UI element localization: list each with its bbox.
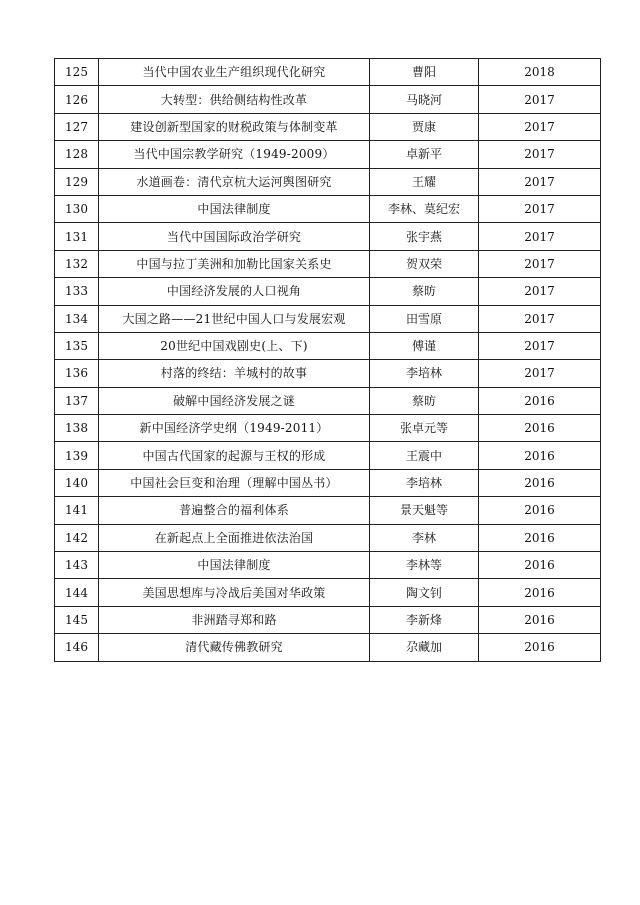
row-number-text: 131 (65, 229, 88, 244)
book-title-text: 中国法律制度 (197, 202, 271, 217)
book-title-text: 建设创新型国家的财税政策与体制变革 (130, 119, 338, 134)
year-text: 2016 (524, 476, 555, 491)
row-number-text: 142 (65, 530, 88, 545)
table-row (55, 387, 601, 414)
year-text: 2017 (524, 256, 555, 271)
year-text: 2016 (524, 530, 555, 545)
book-title-text: 中国社会巨变和治理（理解中国丛书） (130, 476, 338, 491)
row-number-cell (55, 415, 99, 442)
author-cell (370, 168, 479, 195)
book-title-text: 破解中国经济发展之谜 (172, 393, 295, 408)
table-row (55, 497, 601, 524)
year-text: 2017 (524, 339, 555, 354)
row-number-cell (55, 442, 99, 469)
author-cell (370, 59, 479, 86)
book-title-text: 当代中国宗教学研究（1949-2009） (133, 147, 335, 162)
row-number-cell (55, 223, 99, 250)
year-text: 2017 (524, 202, 555, 217)
author-text: 李林 (411, 530, 436, 545)
author-text: 贺双荣 (405, 256, 442, 271)
row-number-text: 132 (65, 256, 88, 271)
book-title-text: 非洲踏寻郑和路 (191, 613, 277, 627)
row-number-text: 128 (65, 147, 88, 162)
table-row (55, 469, 601, 496)
row-number-cell (55, 195, 99, 222)
book-title-cell (99, 113, 370, 140)
author-text: 尕藏加 (405, 640, 442, 655)
year-text: 2016 (524, 421, 555, 436)
year-text: 2018 (524, 65, 555, 80)
row-number-text: 126 (65, 92, 88, 107)
author-text: 景天魁等 (399, 503, 448, 518)
book-title-cell (99, 195, 370, 222)
year-text: 2017 (524, 229, 555, 244)
row-number-cell (55, 579, 99, 606)
row-number-cell (55, 634, 99, 661)
year-cell (479, 278, 601, 305)
table-row (55, 442, 601, 469)
book-title-cell (99, 360, 370, 387)
book-title-text: 中国经济发展的人口视角 (166, 284, 302, 299)
row-number-text: 127 (65, 119, 88, 134)
year-cell (479, 415, 601, 442)
book-title-cell (99, 634, 370, 661)
book-title-cell (99, 278, 370, 305)
author-text: 卓新平 (405, 147, 442, 162)
book-title-text: 在新起点上全面推进依法治国 (154, 530, 314, 545)
author-cell (370, 606, 479, 633)
year-cell (479, 305, 601, 332)
year-text: 2017 (524, 284, 555, 299)
author-text: 李新烽 (405, 613, 442, 627)
author-cell (370, 86, 479, 113)
row-number-text: 146 (65, 640, 88, 655)
author-text: 李林、莫纪宏 (387, 202, 460, 217)
table-row (55, 141, 601, 168)
row-number-text: 145 (65, 613, 88, 627)
author-text: 曹阳 (411, 65, 436, 80)
row-number-text: 130 (65, 202, 88, 217)
table-row (55, 113, 601, 140)
author-cell (370, 250, 479, 277)
book-title-text: 美国思想库与冷战后美国对华政策 (142, 585, 326, 600)
year-text: 2017 (524, 366, 555, 381)
book-title-text: 大转型：供给侧结构性改革 (160, 92, 308, 107)
book-title-text: 当代中国国际政治学研究 (166, 229, 302, 244)
author-text: 张卓元等 (399, 421, 448, 436)
row-number-cell (55, 113, 99, 140)
row-number-text: 136 (65, 366, 88, 381)
book-title-cell (99, 387, 370, 414)
table-row (55, 305, 601, 332)
author-text: 王耀 (411, 174, 436, 189)
author-cell (370, 195, 479, 222)
author-cell (370, 278, 479, 305)
row-number-text: 143 (65, 558, 88, 573)
row-number-cell (55, 250, 99, 277)
book-title-cell (99, 497, 370, 524)
book-title-text: 大国之路——21世纪中国人口与发展宏观 (122, 311, 346, 326)
book-title-text: 清代藏传佛教研究 (185, 640, 283, 655)
year-text: 2016 (524, 448, 555, 463)
table-row (55, 634, 601, 661)
book-title-text: 新中国经济学史纲（1949-2011） (139, 421, 329, 436)
year-cell (479, 250, 601, 277)
year-cell (479, 113, 601, 140)
year-text: 2016 (524, 558, 555, 573)
year-cell (479, 141, 601, 168)
author-text: 李培林 (405, 366, 442, 381)
author-text: 王震中 (405, 448, 442, 463)
book-title-cell (99, 86, 370, 113)
book-title-cell (99, 415, 370, 442)
author-cell (370, 360, 479, 387)
author-text: 贾康 (411, 119, 436, 134)
book-list-table (54, 58, 601, 662)
row-number-cell (55, 278, 99, 305)
table-body (55, 59, 601, 662)
table-row (55, 86, 601, 113)
row-number-text: 129 (65, 174, 88, 189)
year-cell (479, 469, 601, 496)
author-cell (370, 415, 479, 442)
book-title-text: 普遍整合的福利体系 (179, 503, 289, 518)
row-number-cell (55, 606, 99, 633)
row-number-text: 141 (65, 503, 88, 518)
table-row (55, 524, 601, 551)
row-number-cell (55, 524, 99, 551)
book-title-text: 村落的终结：羊城村的故事 (160, 366, 308, 381)
row-number-cell (55, 469, 99, 496)
year-cell (479, 360, 601, 387)
author-cell (370, 387, 479, 414)
author-cell (370, 579, 479, 606)
author-cell (370, 113, 479, 140)
book-title-cell (99, 442, 370, 469)
year-cell (479, 552, 601, 579)
year-cell (479, 332, 601, 359)
table-row (55, 250, 601, 277)
year-text: 2017 (524, 311, 555, 326)
author-text: 傅谨 (411, 339, 436, 354)
year-cell (479, 59, 601, 86)
row-number-cell (55, 168, 99, 195)
year-cell (479, 524, 601, 551)
year-text: 2016 (524, 613, 555, 627)
row-number-text: 134 (65, 311, 88, 326)
book-title-cell (99, 606, 370, 633)
row-number-cell (55, 305, 99, 332)
table-row (55, 415, 601, 442)
row-number-text: 140 (65, 476, 88, 491)
author-cell (370, 634, 479, 661)
book-title-cell (99, 469, 370, 496)
book-title-cell (99, 305, 370, 332)
author-cell (370, 442, 479, 469)
row-number-cell (55, 360, 99, 387)
year-cell (479, 606, 601, 633)
row-number-cell (55, 552, 99, 579)
year-text: 2016 (524, 640, 555, 655)
year-text: 2016 (524, 585, 555, 600)
book-title-cell (99, 250, 370, 277)
book-title-cell (99, 59, 370, 86)
table-row (55, 168, 601, 195)
year-cell (479, 497, 601, 524)
table-row (55, 223, 601, 250)
table-row (55, 552, 601, 579)
row-number-cell (55, 387, 99, 414)
year-cell (479, 579, 601, 606)
book-title-text: 水道画卷：清代京杭大运河舆图研究 (136, 174, 332, 189)
book-title-cell (99, 223, 370, 250)
year-cell (479, 634, 601, 661)
book-title-text: 中国与拉丁美洲和加勒比国家关系史 (136, 256, 332, 271)
table-row (55, 606, 601, 633)
row-number-text: 144 (65, 585, 88, 600)
row-number-text: 133 (65, 284, 88, 299)
author-text: 马晓河 (405, 92, 442, 107)
year-text: 2017 (524, 92, 555, 107)
row-number-text: 139 (65, 448, 88, 463)
book-title-text: 20世纪中国戏剧史(上、下) (160, 339, 308, 354)
book-title-cell (99, 552, 370, 579)
book-title-text: 当代中国农业生产组织现代化研究 (142, 65, 326, 80)
table-row (55, 59, 601, 86)
row-number-text: 138 (65, 421, 88, 436)
author-cell (370, 305, 479, 332)
year-cell (479, 387, 601, 414)
year-cell (479, 195, 601, 222)
year-text: 2017 (524, 147, 555, 162)
author-text: 田雪原 (405, 311, 442, 326)
year-text: 2017 (524, 174, 555, 189)
author-cell (370, 469, 479, 496)
row-number-cell (55, 332, 99, 359)
year-cell (479, 168, 601, 195)
year-cell (479, 442, 601, 469)
author-text: 李林等 (405, 558, 442, 573)
row-number-text: 135 (65, 339, 88, 354)
author-cell (370, 141, 479, 168)
table-row (55, 579, 601, 606)
row-number-cell (55, 497, 99, 524)
book-title-text: 中国法律制度 (197, 558, 271, 573)
author-cell (370, 524, 479, 551)
book-title-cell (99, 524, 370, 551)
book-title-cell (99, 168, 370, 195)
row-number-cell (55, 141, 99, 168)
author-cell (370, 497, 479, 524)
document-page (54, 58, 596, 662)
book-title-cell (99, 141, 370, 168)
author-cell (370, 552, 479, 579)
author-cell (370, 332, 479, 359)
year-text: 2016 (524, 393, 555, 408)
row-number-text: 137 (65, 393, 88, 408)
table-row (55, 195, 601, 222)
year-cell (479, 223, 601, 250)
year-cell (479, 86, 601, 113)
book-title-text: 中国古代国家的起源与王权的形成 (142, 448, 326, 463)
book-title-cell (99, 332, 370, 359)
row-number-cell (55, 59, 99, 86)
author-cell (370, 223, 479, 250)
year-text: 2016 (524, 503, 555, 518)
author-text: 张宇燕 (405, 229, 442, 244)
row-number-text: 125 (65, 65, 88, 80)
author-text: 蔡昉 (411, 393, 436, 408)
author-text: 蔡昉 (411, 284, 436, 299)
table-row (55, 278, 601, 305)
table-row (55, 332, 601, 359)
year-text: 2017 (524, 119, 555, 134)
author-text: 李培林 (405, 476, 442, 491)
book-title-cell (99, 579, 370, 606)
table-row (55, 360, 601, 387)
author-text: 陶文钊 (405, 585, 442, 600)
row-number-cell (55, 86, 99, 113)
